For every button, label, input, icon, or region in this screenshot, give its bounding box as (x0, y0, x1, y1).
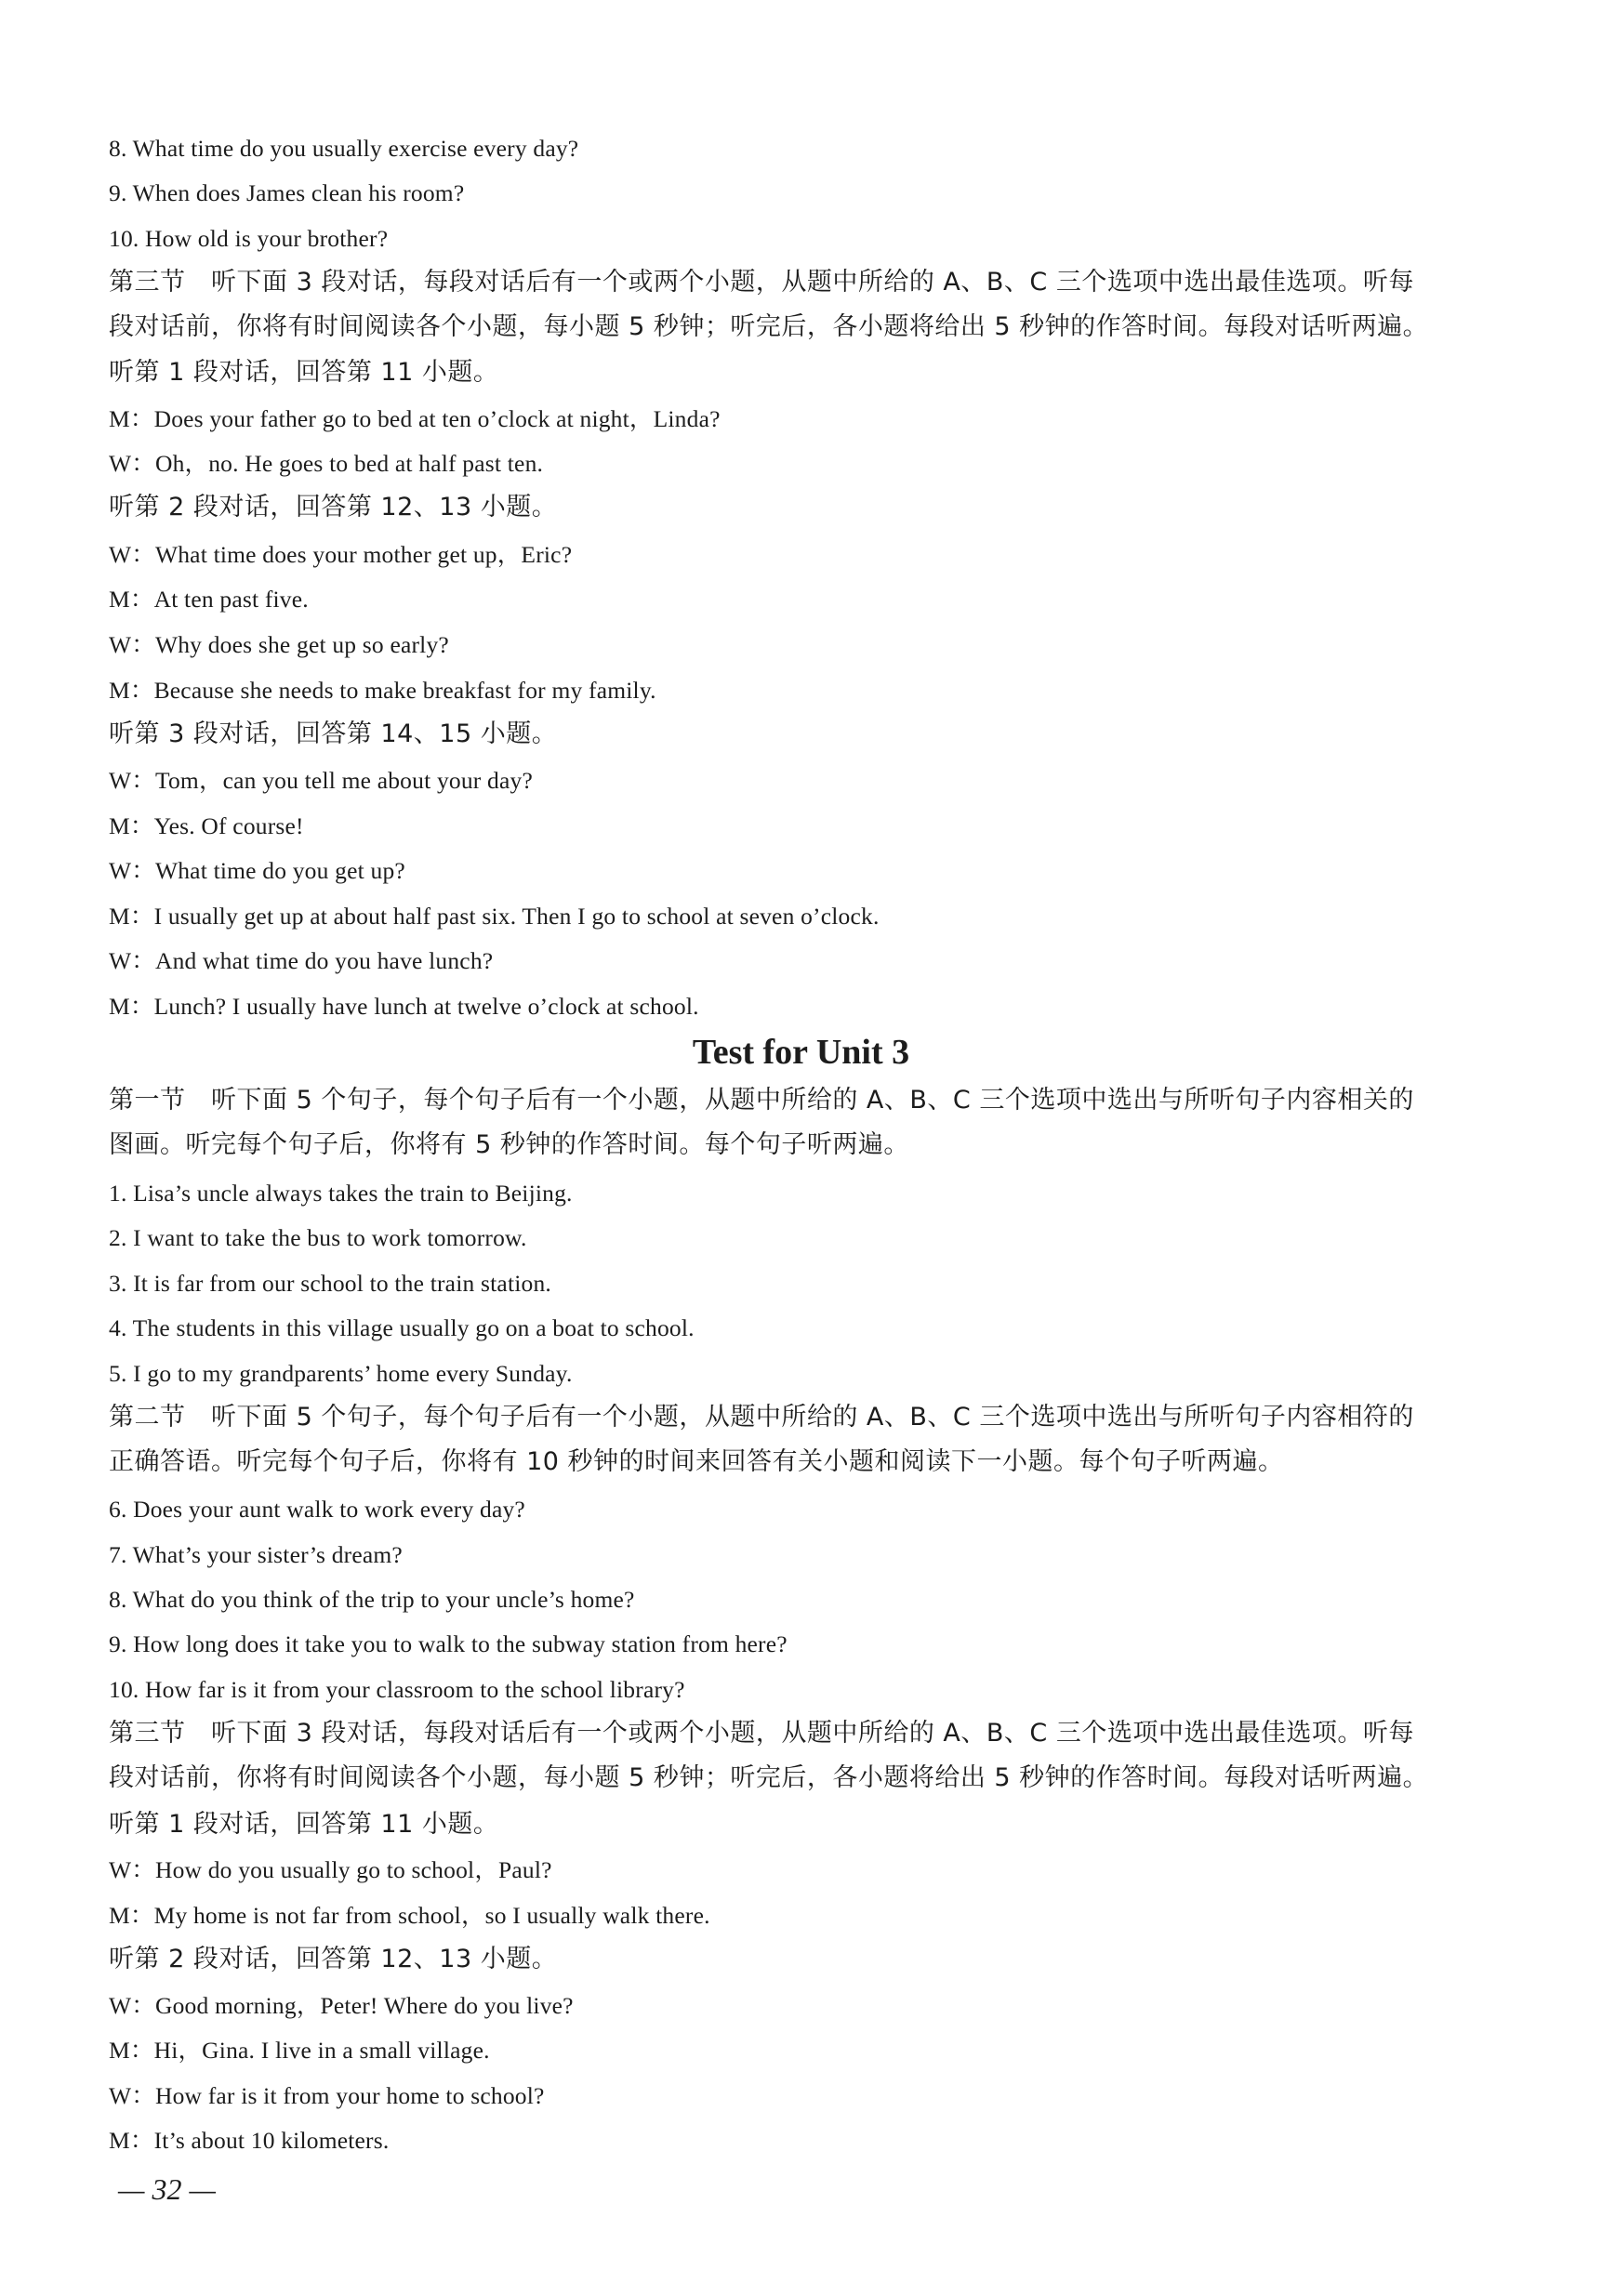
section-instruction: 段对话前，你将有时间阅读各个小题，每小题 5 秒钟；听完后，各小题将给出 5 秒钟的作答时间。每段对话听两遍。 (109, 1763, 1429, 1792)
dialogue-line: W：Oh，no. He goes to bed at half past ten. (109, 450, 544, 477)
question-text: 10. How far is it from your classroom to the school library? (109, 1676, 685, 1703)
dialogue-line: M：My home is not far from school，so I usually walk there. (109, 1902, 710, 1929)
dialogue-heading: 听第 1 段对话，回答第 11 小题。 (109, 1810, 499, 1839)
dialogue-line: W：Why does she get up so early? (109, 631, 449, 658)
section-instruction: 正确答语。听完每个句子后，你将有 10 秒钟的时间来回答有关小题和阅读下一小题。每个句子听两遍。 (109, 1447, 1284, 1476)
dialogue-heading: 听第 2 段对话，回答第 12、13 小题。 (109, 1945, 558, 1973)
dialogue-line: M：It’s about 10 kilometers. (109, 2127, 390, 2154)
dialogue-line: M：At ten past five. (109, 586, 309, 613)
section-instruction: 第三节 听下面 3 段对话，每段对话后有一个或两个小题，从题中所给的 A、B、C 三个选项中选出最佳选项。听每 (109, 268, 1414, 297)
question-text: 6. Does your aunt walk to work every day? (109, 1496, 525, 1523)
question-text: 9. How long does it take you to walk to the subway station from here? (109, 1630, 788, 1657)
dialogue-line: M：Does your father go to bed at ten o’clock at night，Linda? (109, 405, 721, 432)
question-text: 9. When does James clean his room? (109, 179, 465, 206)
dialogue-heading: 听第 1 段对话，回答第 11 小题。 (109, 358, 499, 387)
dialogue-line: M：Yes. Of course! (109, 812, 304, 839)
dialogue-line: W：And what time do you have lunch? (109, 947, 494, 974)
dialogue-line: W：What time does your mother get up，Eric? (109, 541, 573, 568)
dialogue-line: M：Lunch? I usually have lunch at twelve o’clock at school. (109, 993, 699, 1020)
question-text: 8. What do you think of the trip to your uncle’s home? (109, 1586, 635, 1613)
dialogue-heading: 听第 2 段对话，回答第 12、13 小题。 (109, 493, 558, 521)
section-instruction: 段对话前，你将有时间阅读各个小题，每小题 5 秒钟；听完后，各小题将给出 5 秒钟的作答时间。每段对话听两遍。 (109, 312, 1429, 341)
dialogue-line: W：How do you usually go to school，Paul? (109, 1856, 552, 1883)
question-text: 4. The students in this village usually go on a boat to school. (109, 1314, 695, 1341)
dialogue-line: W：Good morning，Peter! Where do you live? (109, 1992, 574, 2019)
dialogue-line: W：What time do you get up? (109, 857, 405, 884)
question-text: 7. What’s your sister’s dream? (109, 1541, 403, 1568)
question-text: 1. Lisa’s uncle always takes the train to Beijing. (109, 1180, 573, 1207)
dialogue-line: W：How far is it from your home to school? (109, 2082, 545, 2109)
question-text: 3. It is far from our school to the train station. (109, 1270, 551, 1297)
dialogue-line: M：Hi，Gina. I live in a small village. (109, 2037, 490, 2064)
dialogue-line: M：Because she needs to make breakfast for my family. (109, 677, 656, 704)
section-instruction: 第一节 听下面 5 个句子，每个句子后有一个小题，从题中所给的 A、B、C 三个选项中选出与所听句子内容相关的 (109, 1086, 1414, 1115)
dialogue-line: W：Tom，can you tell me about your day? (109, 767, 533, 794)
question-text: 10. How old is your brother? (109, 225, 389, 252)
section-instruction: 第二节 听下面 5 个句子，每个句子后有一个小题，从题中所给的 A、B、C 三个选项中选出与所听句子内容相符的 (109, 1403, 1414, 1432)
question-text: 2. I want to take the bus to work tomorrow. (109, 1224, 527, 1251)
section-instruction: 图画。听完每个句子后，你将有 5 秒钟的作答时间。每个句子听两遍。 (109, 1130, 909, 1159)
dialogue-heading: 听第 3 段对话，回答第 14、15 小题。 (109, 719, 558, 748)
section-instruction: 第三节 听下面 3 段对话，每段对话后有一个或两个小题，从题中所给的 A、B、C 三个选项中选出最佳选项。听每 (109, 1719, 1414, 1748)
unit-title: Test for Unit 3 (692, 1033, 910, 1072)
question-text: 5. I go to my grandparents’ home every Sunday. (109, 1360, 573, 1387)
question-text: 8. What time do you usually exercise every day? (109, 135, 579, 162)
dialogue-line: M：I usually get up at about half past six. Then I go to school at seven o’clock. (109, 903, 880, 930)
page-number: — 32 — (118, 2172, 216, 2206)
